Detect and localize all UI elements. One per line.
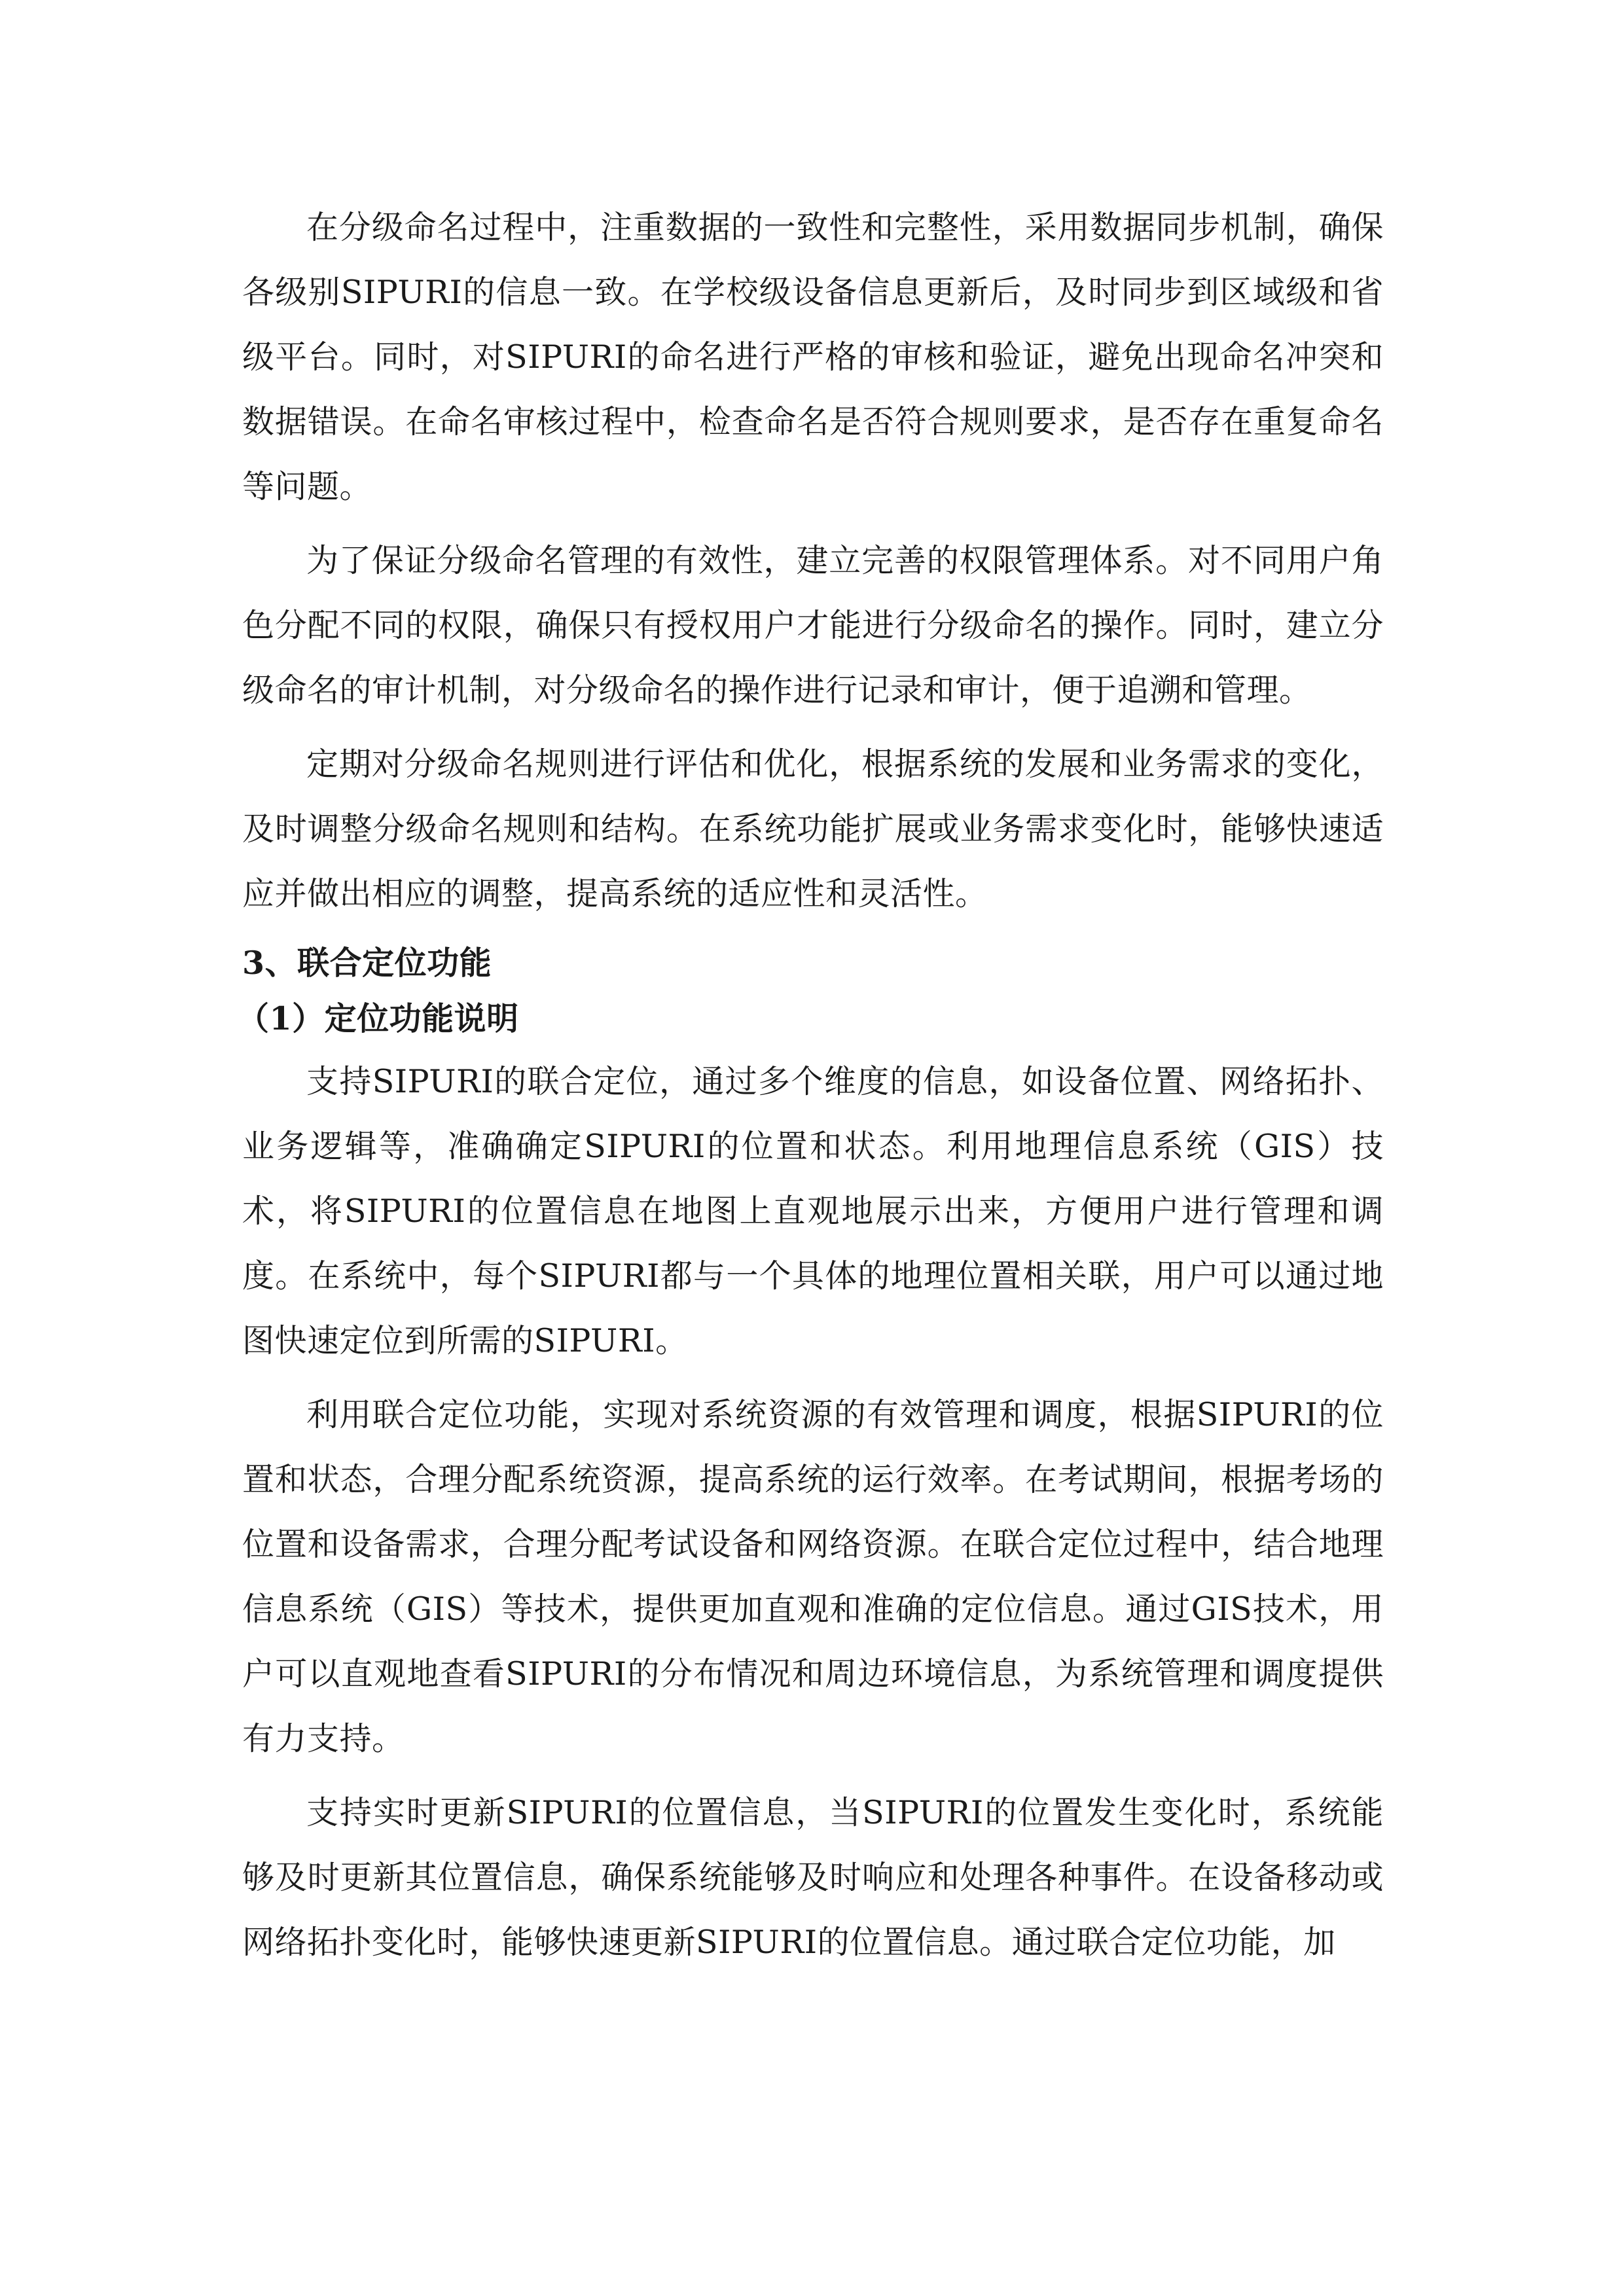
paragraph-realtime-update: 支持实时更新SIPURI的位置信息，当SIPURI的位置发生变化时，系统能够及时更新其位置信息，确保系统能够及时响应和处理各种事件。在设备移动或网络拓扑变化时，能够快速更新SIPURI的位置信息。通过联合定位功能，加: [242, 1794, 1384, 1961]
section-heading: 3、联合定位功能: [242, 944, 492, 982]
document-page: [237, 195, 1384, 1984]
subsection-heading: （1）定位功能说明: [237, 999, 519, 1037]
paragraph-rule-optimization: 定期对分级命名规则进行评估和优化，根据系统的发展和业务需求的变化，及时调整分级命名规则和结构。在系统功能扩展或业务需求变化时，能够快速适应并做出相应的调整，提高系统的适应性和灵活性。: [242, 745, 1384, 912]
paragraph-data-consistency: 在分级命名过程中，注重数据的一致性和完整性，采用数据同步机制，确保各级别SIPURI的信息一致。在学校级设备信息更新后，及时同步到区域级和省级平台。同时，对SIPURI的命名进行严格的审核和验证，避免出现命名冲突和数据错误。在命名审核过程中，检查命名是否符合规则要求，是否存在重复命名等问题。: [242, 209, 1384, 505]
paragraph-joint-positioning: 支持SIPURI的联合定位，通过多个维度的信息，如设备位置、网络拓扑、业务逻辑等，准确确定SIPURI的位置和状态。利用地理信息系统（GIS）技术，将SIPURI的位置信息在地图上直观地展示出来，方便用户进行管理和调度。在系统中，每个SIPURI都与一个具体的地理位置相关联，用户可以通过地图快速定位到所需的SIPURI。: [242, 1063, 1384, 1359]
paragraph-resource-scheduling: 利用联合定位功能，实现对系统资源的有效管理和调度，根据SIPURI的位置和状态，合理分配系统资源，提高系统的运行效率。在考试期间，根据考场的位置和设备需求，合理分配考试设备和网络资源。在联合定位过程中，结合地理信息系统（GIS）等技术，提供更加直观和准确的定位信息。通过GIS技术，用户可以直观地查看SIPURI的分布情况和周边环境信息，为系统管理和调度提供有力支持。: [242, 1396, 1384, 1757]
paragraph-permission-management: 为了保证分级命名管理的有效性，建立完善的权限管理体系。对不同用户角色分配不同的权限，确保只有授权用户才能进行分级命名的操作。同时，建立分级命名的审计机制，对分级命名的操作进行记录和审计，便于追溯和管理。: [242, 542, 1384, 709]
